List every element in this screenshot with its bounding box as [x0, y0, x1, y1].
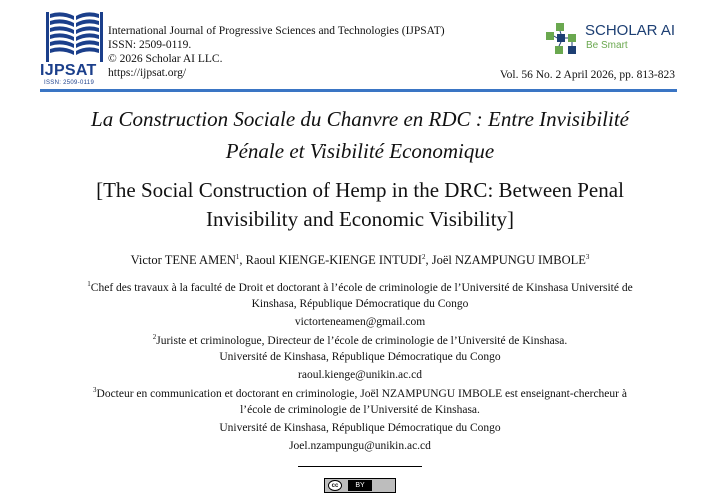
journal-issn: ISSN: 2509-0119. — [108, 39, 192, 51]
affiliation-mark: 2 — [152, 333, 157, 341]
author-name: Victor TENE AMEN — [130, 253, 236, 268]
affiliation-3-line-3: Université de Kinshasa, République Démocratique du Congo — [219, 422, 501, 434]
affiliation-2-line-1 — [0, 333, 720, 347]
affiliation-1-line-2: Kinshasa, République Démocratique du Congo — [251, 298, 469, 310]
affiliation-3-line-2: l’école de criminologie de l’Université de Kinshasa. — [240, 404, 480, 416]
affiliation-mark: 3 — [93, 386, 97, 394]
author-name: Joël NZAMPUNGU IMBOLE — [431, 253, 586, 268]
author-list: Victor TENE AMEN$^1$, Raoul KIENGE-KIENGE INTUDI$^2$, Joël NZAMPUNGU IMBOLE$^3$ — [130, 253, 590, 268]
logo-issn: ISSN: 2509-0119 — [44, 80, 95, 86]
volume-info: Vol. 56 No. 2 April 2026, pp. 813-823 — [499, 69, 675, 81]
scholar-ai-logo-icon — [543, 22, 581, 56]
author-mark: 1 — [235, 253, 240, 261]
affiliation-mark: 1 — [87, 280, 91, 288]
separator-rule — [298, 466, 422, 467]
author-mark: 2 — [421, 253, 426, 261]
affiliation-text: Juriste et criminologue, Directeur de l’école de criminologie de l’Université de Kinshasa. — [156, 334, 568, 347]
title-english-line-1: [The Social Construction of Hemp in the DRC: Between Penal — [96, 178, 624, 202]
journal-name: International Journal of Progressive Sciences and Technologies (IJPSAT) — [108, 25, 445, 37]
header-rule — [40, 89, 677, 92]
affiliation-1-line-1 — [0, 280, 720, 294]
creative-commons-icon: cc — [328, 480, 342, 491]
publisher-tagline: Be Smart — [586, 40, 628, 51]
affiliation-text: Docteur en communication et doctorant en criminologie, Joël NZAMPUNGU IMBOLE est enseignant-chercheur à — [96, 387, 627, 400]
journal-url[interactable]: https://ijpsat.org/ — [108, 67, 187, 79]
affiliation-1-email[interactable]: victorteneamen@gmail.com — [294, 316, 426, 328]
author-name: Raoul KIENGE-KIENGE INTUDI — [245, 253, 422, 268]
affiliation-text: Chef des travaux à la faculté de Droit et doctorant à l’école de criminologie de l’Université de Kinshasa Université de — [90, 281, 633, 294]
publisher-name: SCHOLAR AI — [585, 22, 676, 39]
title-english-line-2: Invisibility and Economic Visibility] — [205, 207, 515, 231]
journal-copyright: © 2026 Scholar AI LLC. — [108, 53, 223, 65]
title-french-line-2: Pénale et Visibilité Economique — [225, 139, 495, 163]
affiliation-3-line-1 — [0, 386, 720, 400]
affiliation-2-email[interactable]: raoul.kienge@unikin.ac.cd — [298, 369, 422, 381]
by-label: BY — [348, 480, 372, 491]
author-mark: 3 — [585, 253, 590, 261]
cc-by-license-badge[interactable] — [324, 478, 396, 493]
title-french-line-1: La Construction Sociale du Chanvre en RDC : Entre Invisibilité — [91, 107, 629, 131]
affiliation-2-line-2: Université de Kinshasa, République Démocratique du Congo — [219, 351, 501, 363]
affiliation-3-email[interactable]: Joel.nzampungu@unikin.ac.cd — [289, 440, 431, 452]
logo-wordmark: IJPSAT — [40, 62, 97, 79]
